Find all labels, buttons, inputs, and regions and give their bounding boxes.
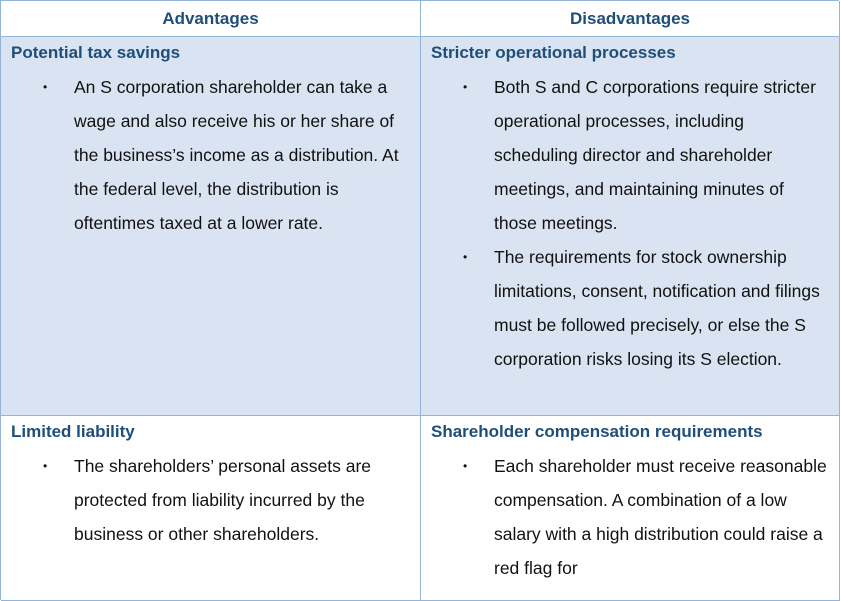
cell-title: Shareholder compensation requirements	[431, 422, 763, 441]
bullet-item	[431, 240, 839, 376]
cell-disadvantage-compensation	[421, 416, 840, 601]
header-advantages-label: Advantages	[162, 8, 259, 28]
bullet-item	[11, 70, 420, 240]
bullet-icon: •	[463, 250, 468, 264]
cell-title: Limited liability	[11, 422, 135, 441]
bullet-icon: •	[43, 80, 48, 94]
header-disadvantages	[421, 1, 840, 37]
bullet-item	[431, 449, 839, 585]
bullet-text: The shareholders’ personal assets are protected from liability incurred by the business or other shareholders.	[74, 456, 372, 544]
cell-title: Stricter operational processes	[431, 43, 676, 62]
bullet-text: An S corporation shareholder can take a wage and also receive his or her share of the business’s income as a distribution. At the federal level, the distribution is oftentimes taxed at a lower rate.	[74, 77, 399, 233]
cell-advantage-limited-liability	[1, 416, 421, 601]
header-disadvantages-label: Disadvantages	[570, 8, 690, 28]
bullet-icon: •	[463, 459, 468, 473]
bullet-icon: •	[463, 80, 468, 94]
cell-advantage-tax-savings	[1, 37, 421, 416]
bullet-text: The requirements for stock ownership limitations, consent, notification and filings must be followed precisely, or else the S corporation risks losing its S election.	[494, 247, 820, 369]
cell-disadvantage-operational-processes	[421, 37, 840, 416]
bullet-icon: •	[43, 459, 48, 473]
cell-title: Potential tax savings	[11, 43, 181, 62]
header-advantages	[1, 1, 421, 37]
bullet-item	[431, 70, 839, 240]
bullet-text: Each shareholder must receive reasonable compensation. A combination of a low salary with a high distribution could raise a red flag for	[494, 456, 827, 578]
bullet-item	[11, 449, 420, 551]
bullet-text: Both S and C corporations require stricter operational processes, including scheduling director and shareholder meetings, and maintaining minutes of those meetings.	[494, 77, 816, 233]
